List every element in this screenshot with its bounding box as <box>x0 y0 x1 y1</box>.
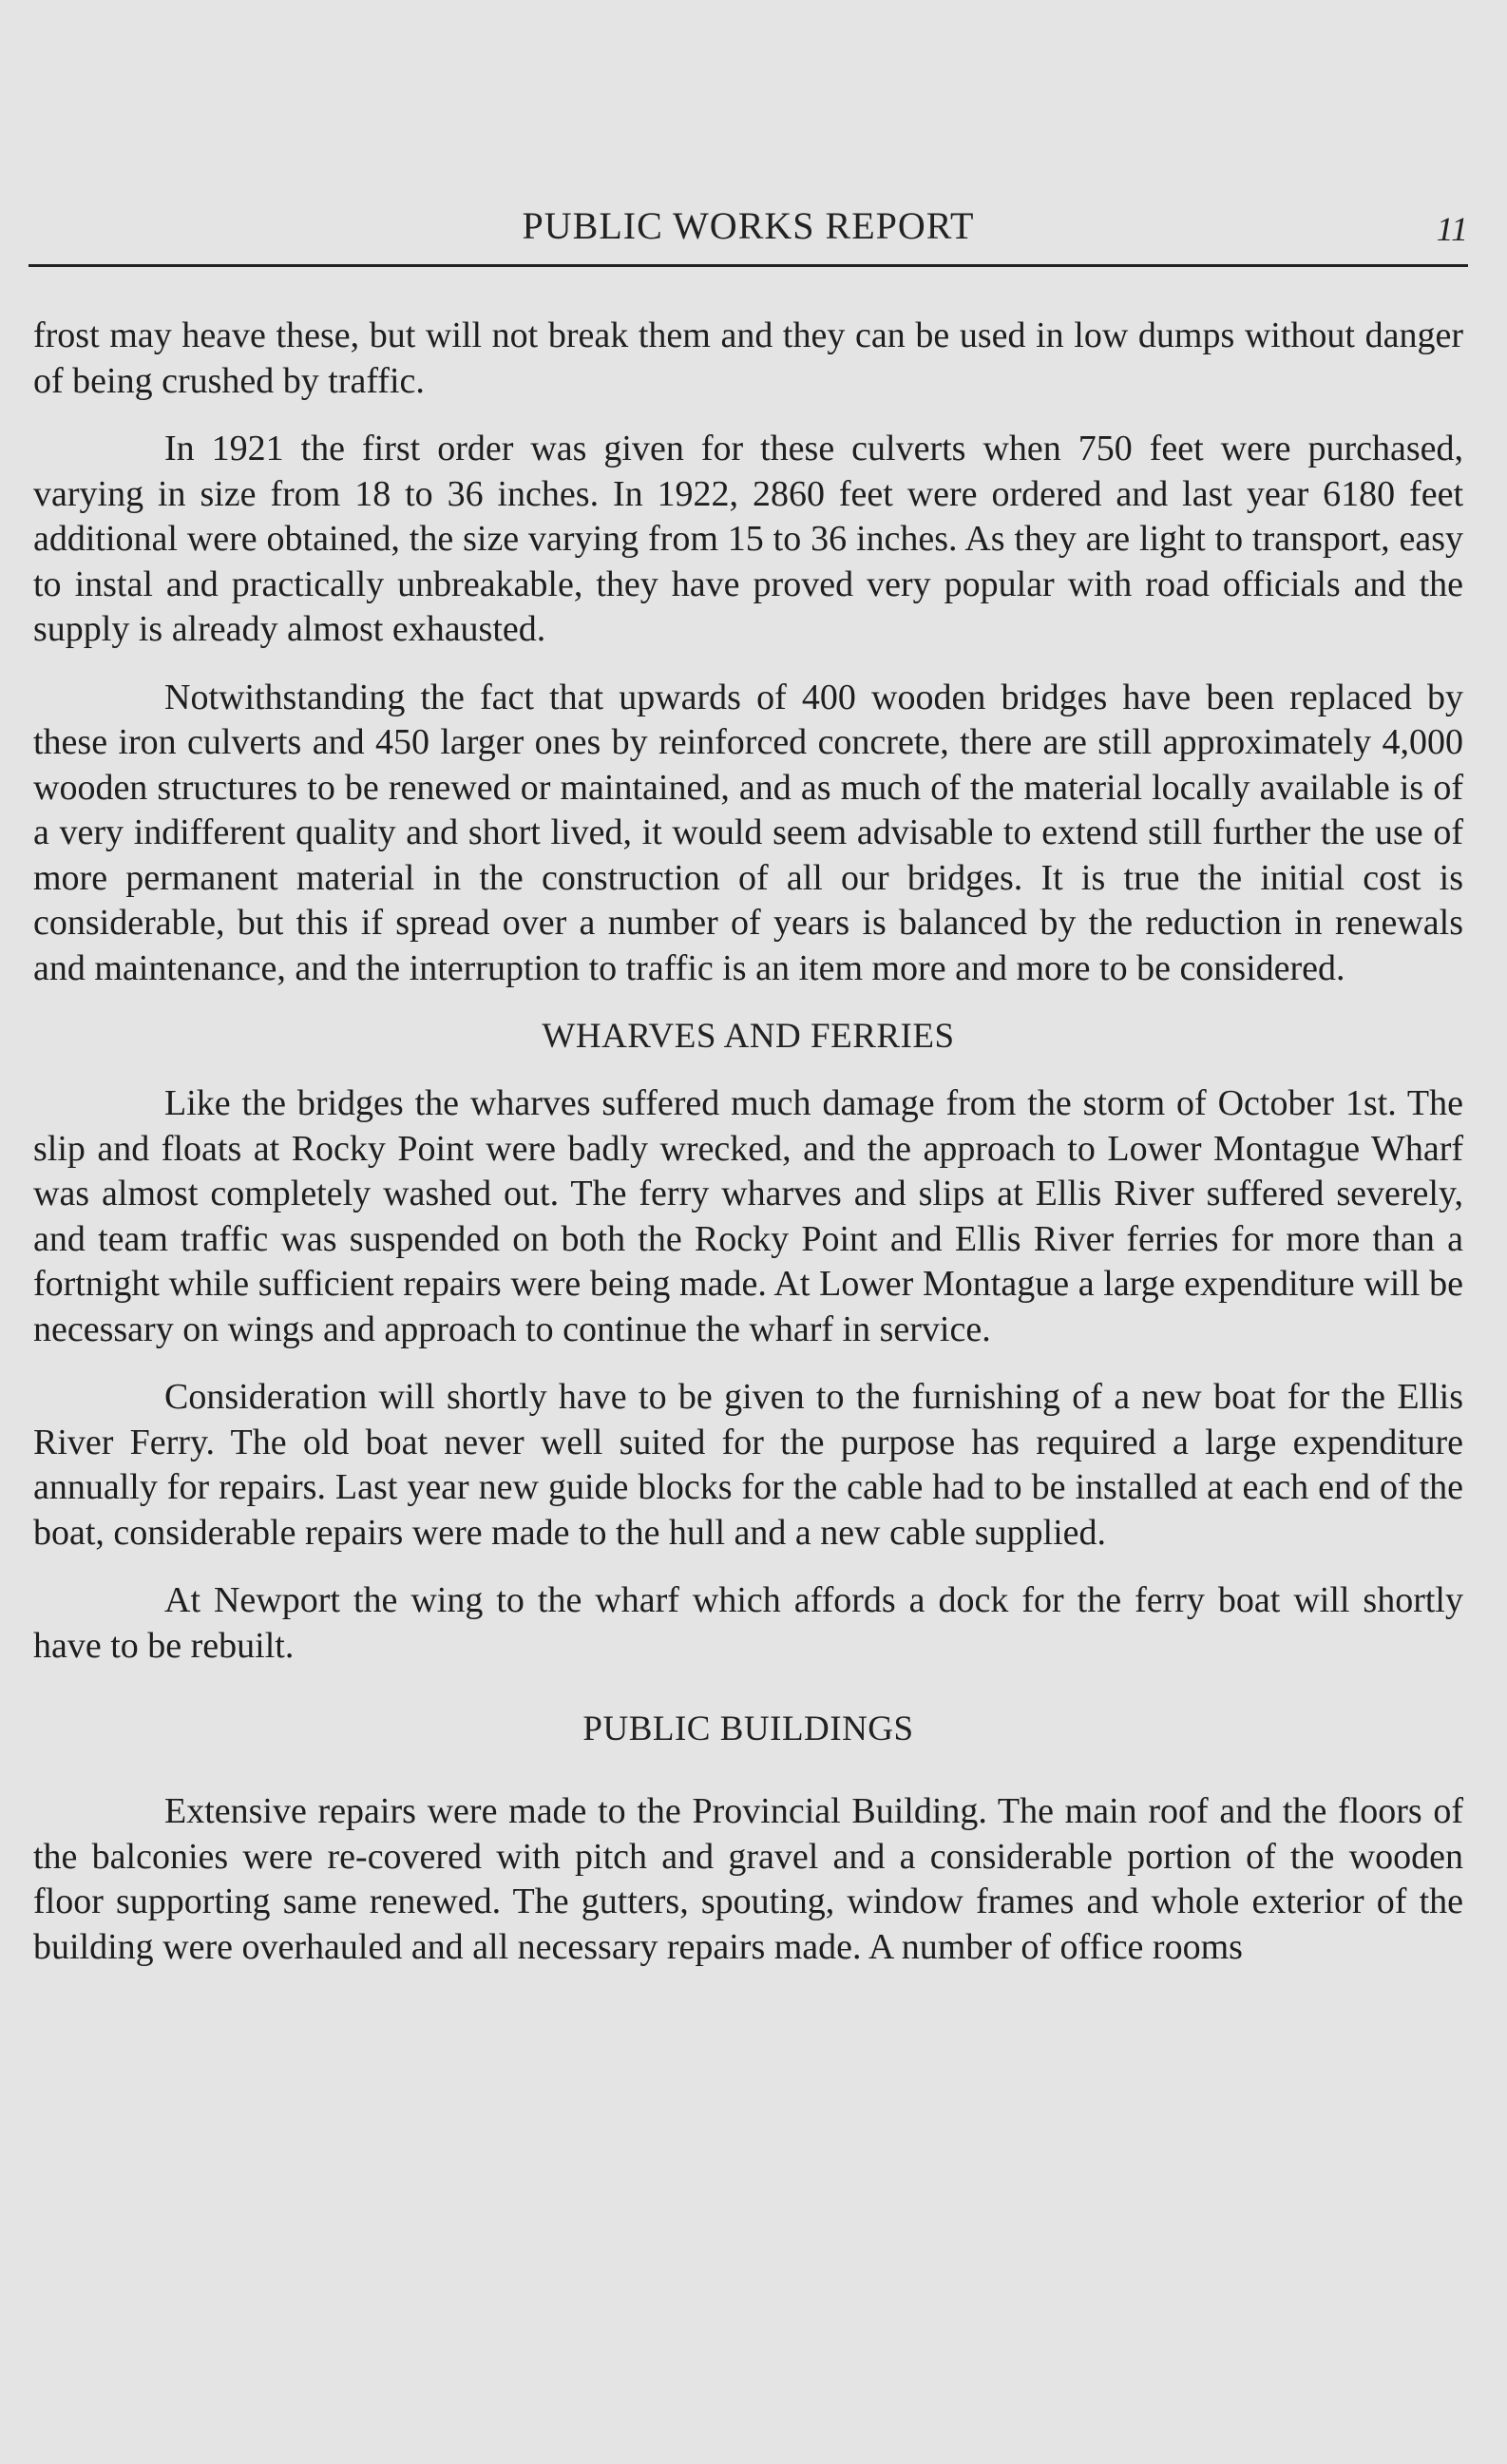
paragraph-wharves-damage: Like the bridges the wharves suffered much damage from the storm of October 1st. The slip and floats at Rocky Point were badly wrecked, and the approach to Lower Montague Wharf was almost completely washed out. The ferry wharves and slips at Ellis River suffered severely, and team traffic was suspended on both the Rocky Point and Ellis River ferries for more than a fortnight while sufficient repairs were being made. At Lower Montague a large expenditure will be necessary on wings and approach to continue the wharf in service. <box>33 1083 1463 1349</box>
page-number: 11 <box>1436 210 1468 248</box>
paragraph-ferry-boat: Consideration will shortly have to be given to the furnishing of a new boat for the Ellis River Ferry. The old boat never well suited for the purpose has required a large expenditure annually for repairs. Last year new guide blocks for the cable had to be installed at each end of the boat, considerable repairs were made to the hull and a new cable supplied. <box>33 1377 1463 1553</box>
section-heading-wharves-ferries: WHARVES AND FERRIES <box>542 1017 955 1056</box>
section-heading-public-buildings: PUBLIC BUILDINGS <box>582 1710 914 1748</box>
paragraph-culvert-orders: In 1921 the first order was given for these culverts when 750 feet were purchased, varying in size from 18 to 36 inches. In 1922, 2860 feet were ordered and last year 6180 feet additional were obtained, the size varying from 15 to 36 inches. As they are light to transport, easy to instal and practically unbreakable, they have proved very popular with road officials and the supply is already almost exhausted. <box>33 429 1463 649</box>
report-title: PUBLIC WORKS REPORT <box>522 204 975 247</box>
running-header <box>29 198 1468 267</box>
paragraph-provincial-building: Extensive repairs were made to the Provincial Building. The main roof and the floors of the balconies were re-covered with pitch and gravel and a considerable portion of the wooden floor supporting same renewed. The gutters, spouting, window frames and whole exterior of the building were overhauled and all necessary repairs made. A number of office rooms <box>33 1791 1463 1967</box>
paragraph-culvert-frost: frost may heave these, but will not break them and they can be used in low dumps without danger of being crushed by traffic. <box>33 315 1463 401</box>
paragraph-wooden-bridges: Notwithstanding the fact that upwards of 400 wooden bridges have been replaced by these iron culverts and 450 larger ones by reinforced concrete, there are still approximately 4,000 wooden structures to be renewed or maintained, and as much of the material locally available is of a very indifferent quality and short lived, it would seem advisable to extend still further the use of more permanent material in the construction of all our bridges. It is true the initial cost is considerable, but this if spread over a number of years is balanced by the reduction in renewals and maintenance, and the interruption to traffic is an item more and more to be considered. <box>33 677 1463 988</box>
body-text <box>33 314 1463 1970</box>
paragraph-newport-wharf: At Newport the wing to the wharf which affords a dock for the ferry boat will shortly have to be rebuilt. <box>33 1580 1463 1666</box>
